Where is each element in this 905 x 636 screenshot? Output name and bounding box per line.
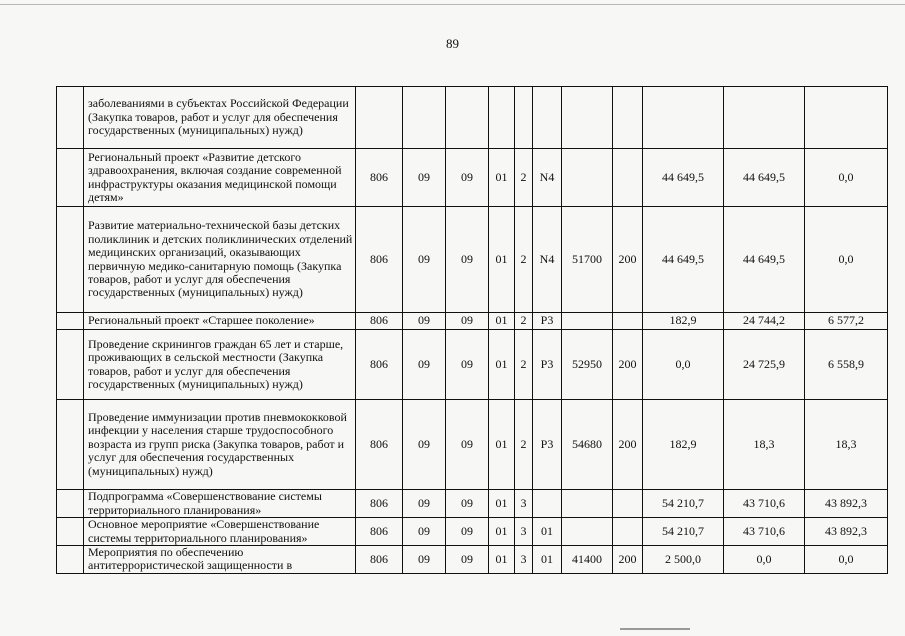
direction-code-cell: 41400 bbox=[562, 546, 613, 574]
subsection-cell: 09 bbox=[446, 518, 489, 546]
direction-code-cell: 54680 bbox=[562, 400, 613, 490]
table-row bbox=[57, 207, 888, 313]
grbs-cell: 806 bbox=[356, 313, 403, 330]
subsection-cell: 09 bbox=[446, 546, 489, 574]
year3-amount-cell: 0,0 bbox=[805, 207, 888, 313]
grbs-cell: 806 bbox=[356, 518, 403, 546]
table-row bbox=[57, 313, 888, 330]
subprogram-cell: 3 bbox=[515, 490, 533, 518]
scan-edge-top bbox=[0, 4, 905, 5]
year3-amount-cell: 18,3 bbox=[805, 400, 888, 490]
main-event-cell: N4 bbox=[533, 207, 562, 313]
item-name-cell: Подпрограмма «Совершенствование системы территориального планирования» bbox=[84, 490, 356, 518]
grbs-cell: 806 bbox=[356, 546, 403, 574]
table-row bbox=[57, 518, 888, 546]
expense-type-cell: 200 bbox=[613, 330, 643, 400]
year2-amount-cell: 18,3 bbox=[724, 400, 805, 490]
row-number-cell bbox=[57, 518, 84, 546]
item-name-cell: Региональный проект «Старшее поколение» bbox=[84, 313, 356, 330]
subprogram-cell: 2 bbox=[515, 313, 533, 330]
section-cell: 09 bbox=[403, 518, 446, 546]
subsection-cell: 09 bbox=[446, 330, 489, 400]
year1-amount-cell: 54 210,7 bbox=[643, 490, 724, 518]
main-event-cell: P3 bbox=[533, 400, 562, 490]
item-name-cell: Проведение иммунизации против пневмококковой инфекции у населения старше трудоспособного возраста из групп риска (Закупка товаров, работ и услуг для обеспечения государственных (муниципальных) нужд) bbox=[84, 400, 356, 490]
scan-mark-bottom bbox=[620, 628, 690, 630]
year1-amount-cell: 0,0 bbox=[643, 330, 724, 400]
budget-table-body bbox=[57, 87, 888, 574]
year1-amount-cell: 54 210,7 bbox=[643, 518, 724, 546]
subsection-cell: 09 bbox=[446, 490, 489, 518]
item-name-cell: Развитие материально-технической базы детских поликлиник и детских поликлинических отделений медицинских организаций, оказывающих первичную медико-санитарную помощь (Закупка товаров, работ и услуг для обеспечения государственных (муниципальных) нужд) bbox=[84, 207, 356, 313]
table-row bbox=[57, 546, 888, 574]
subsection-cell: 09 bbox=[446, 313, 489, 330]
subprogram-cell: 3 bbox=[515, 546, 533, 574]
year2-amount-cell: 44 649,5 bbox=[724, 207, 805, 313]
expense-type-cell bbox=[613, 149, 643, 207]
subprogram-cell: 2 bbox=[515, 400, 533, 490]
item-name-cell: Проведение скринингов граждан 65 лет и старше, проживающих в сельской местности (Закупка товаров, работ и услуг для обеспечения государственных (муниципальных) нужд) bbox=[84, 330, 356, 400]
table-row bbox=[57, 400, 888, 490]
year3-amount-cell bbox=[805, 87, 888, 149]
direction-code-cell: 52950 bbox=[562, 330, 613, 400]
year2-amount-cell: 44 649,5 bbox=[724, 149, 805, 207]
subprogram-cell bbox=[515, 87, 533, 149]
program-cell: 01 bbox=[489, 400, 515, 490]
section-cell: 09 bbox=[403, 149, 446, 207]
item-name-cell: Региональный проект «Развитие детского здравоохранения, включая создание современной инфраструктуры оказания медицинской помощи детям» bbox=[84, 149, 356, 207]
row-number-cell bbox=[57, 490, 84, 518]
year3-amount-cell: 43 892,3 bbox=[805, 490, 888, 518]
year1-amount-cell: 2 500,0 bbox=[643, 546, 724, 574]
grbs-cell: 806 bbox=[356, 330, 403, 400]
subsection-cell: 09 bbox=[446, 207, 489, 313]
main-event-cell bbox=[533, 490, 562, 518]
program-cell: 01 bbox=[489, 149, 515, 207]
year1-amount-cell: 182,9 bbox=[643, 400, 724, 490]
grbs-cell: 806 bbox=[356, 490, 403, 518]
row-number-cell bbox=[57, 207, 84, 313]
expense-type-cell bbox=[613, 490, 643, 518]
table-row bbox=[57, 149, 888, 207]
subprogram-cell: 2 bbox=[515, 207, 533, 313]
year3-amount-cell: 0,0 bbox=[805, 546, 888, 574]
direction-code-cell bbox=[562, 313, 613, 330]
subprogram-cell: 3 bbox=[515, 518, 533, 546]
expense-type-cell bbox=[613, 313, 643, 330]
year3-amount-cell: 6 558,9 bbox=[805, 330, 888, 400]
year1-amount-cell: 44 649,5 bbox=[643, 149, 724, 207]
program-cell bbox=[489, 87, 515, 149]
subprogram-cell: 2 bbox=[515, 149, 533, 207]
year3-amount-cell: 43 892,3 bbox=[805, 518, 888, 546]
section-cell: 09 bbox=[403, 546, 446, 574]
grbs-cell: 806 bbox=[356, 400, 403, 490]
grbs-cell: 806 bbox=[356, 149, 403, 207]
table-row bbox=[57, 490, 888, 518]
section-cell: 09 bbox=[403, 313, 446, 330]
section-cell: 09 bbox=[403, 330, 446, 400]
main-event-cell: P3 bbox=[533, 330, 562, 400]
expense-type-cell: 200 bbox=[613, 400, 643, 490]
expense-type-cell: 200 bbox=[613, 546, 643, 574]
direction-code-cell bbox=[562, 149, 613, 207]
subprogram-cell: 2 bbox=[515, 330, 533, 400]
section-cell: 09 bbox=[403, 400, 446, 490]
row-number-cell bbox=[57, 546, 84, 574]
program-cell: 01 bbox=[489, 330, 515, 400]
expense-type-cell bbox=[613, 518, 643, 546]
table-row bbox=[57, 87, 888, 149]
direction-code-cell bbox=[562, 490, 613, 518]
direction-code-cell: 51700 bbox=[562, 207, 613, 313]
section-cell: 09 bbox=[403, 207, 446, 313]
section-cell: 09 bbox=[403, 490, 446, 518]
program-cell: 01 bbox=[489, 518, 515, 546]
subsection-cell bbox=[446, 87, 489, 149]
subsection-cell: 09 bbox=[446, 149, 489, 207]
year3-amount-cell: 0,0 bbox=[805, 149, 888, 207]
expense-type-cell bbox=[613, 87, 643, 149]
year3-amount-cell: 6 577,2 bbox=[805, 313, 888, 330]
year2-amount-cell: 0,0 bbox=[724, 546, 805, 574]
year2-amount-cell: 24 725,9 bbox=[724, 330, 805, 400]
program-cell: 01 bbox=[489, 490, 515, 518]
program-cell: 01 bbox=[489, 546, 515, 574]
year2-amount-cell: 43 710,6 bbox=[724, 518, 805, 546]
program-cell: 01 bbox=[489, 207, 515, 313]
row-number-cell bbox=[57, 87, 84, 149]
row-number-cell bbox=[57, 400, 84, 490]
year2-amount-cell: 24 744,2 bbox=[724, 313, 805, 330]
grbs-cell bbox=[356, 87, 403, 149]
main-event-cell: N4 bbox=[533, 149, 562, 207]
year2-amount-cell bbox=[724, 87, 805, 149]
main-event-cell: P3 bbox=[533, 313, 562, 330]
expense-type-cell: 200 bbox=[613, 207, 643, 313]
row-number-cell bbox=[57, 313, 84, 330]
year2-amount-cell: 43 710,6 bbox=[724, 490, 805, 518]
section-cell bbox=[403, 87, 446, 149]
direction-code-cell bbox=[562, 87, 613, 149]
row-number-cell bbox=[57, 330, 84, 400]
subsection-cell: 09 bbox=[446, 400, 489, 490]
row-number-cell bbox=[57, 149, 84, 207]
item-name-cell: Основное мероприятие «Совершенствование системы территориального планирования» bbox=[84, 518, 356, 546]
year1-amount-cell bbox=[643, 87, 724, 149]
budget-table bbox=[56, 86, 888, 574]
item-name-cell: заболеваниями в субъектах Российской Федерации (Закупка товаров, работ и услуг для обеспечения государственных (муниципальных) нужд) bbox=[84, 87, 356, 149]
item-name-cell: Мероприятия по обеспечению антитеррористической защищенности в bbox=[84, 546, 356, 574]
main-event-cell: 01 bbox=[533, 546, 562, 574]
year1-amount-cell: 182,9 bbox=[643, 313, 724, 330]
table-row bbox=[57, 330, 888, 400]
direction-code-cell bbox=[562, 518, 613, 546]
main-event-cell: 01 bbox=[533, 518, 562, 546]
program-cell: 01 bbox=[489, 313, 515, 330]
main-event-cell bbox=[533, 87, 562, 149]
grbs-cell: 806 bbox=[356, 207, 403, 313]
page-number: 89 bbox=[446, 36, 459, 51]
year1-amount-cell: 44 649,5 bbox=[643, 207, 724, 313]
